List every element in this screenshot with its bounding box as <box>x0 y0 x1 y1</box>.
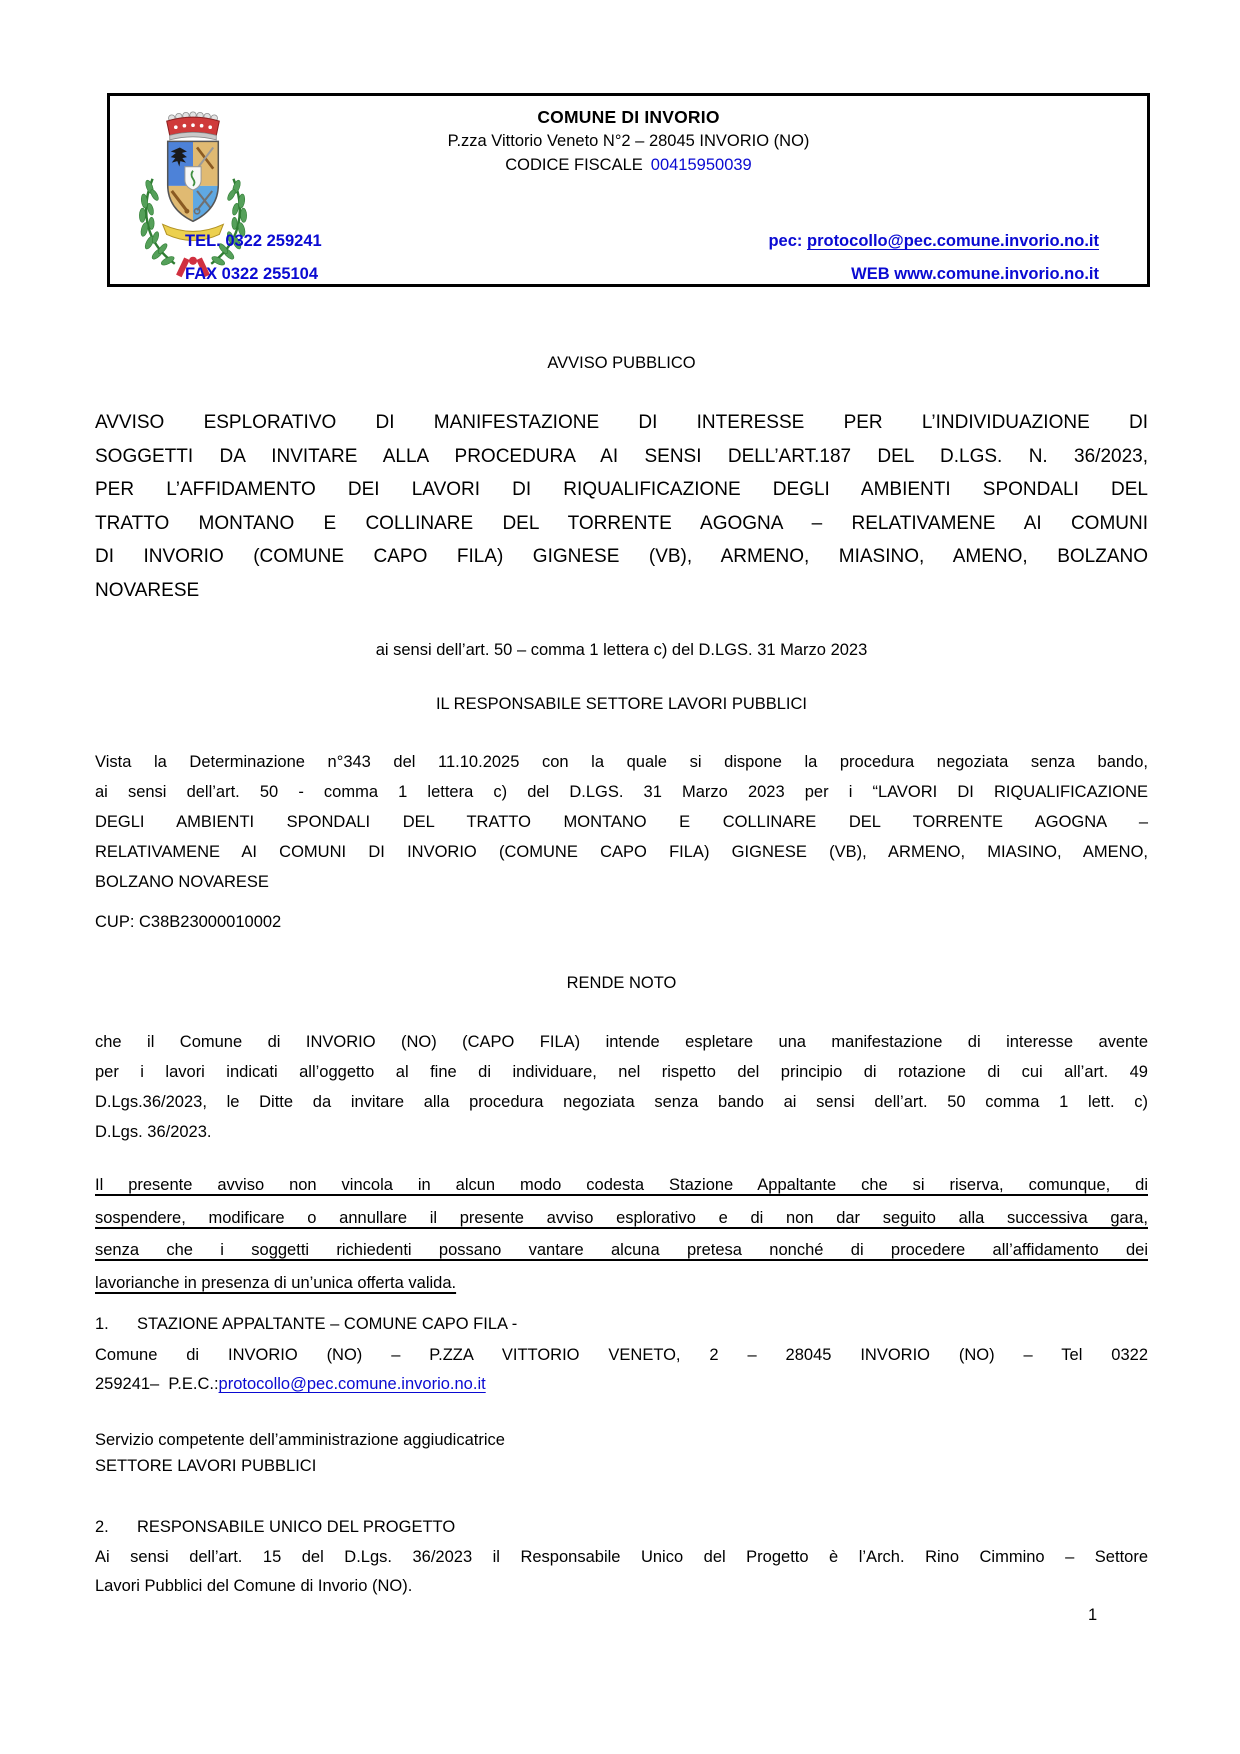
station-pec-prefix: 259241– P.E.C.: <box>95 1375 219 1393</box>
pec-link[interactable]: protocollo@pec.comune.invorio.no.it <box>806 232 1099 250</box>
fiscal-code-line <box>110 153 1147 177</box>
tel-line: TEL. 0322 259241 <box>185 232 322 250</box>
fax-line: FAX 0322 255104 <box>185 265 319 283</box>
section-1-number: 1. <box>95 1315 109 1333</box>
fiscal-code-label: CODICE FISCALE <box>505 156 643 174</box>
web-label: WEB <box>851 265 895 283</box>
web-line <box>851 265 1099 284</box>
disclaimer-paragraph: Il presente avviso non vincola in alcun modo codesta Stazione Appaltante che si riserva, comunque, di sospendere, modificare o annullare il presente avviso esplorativo e di non dar seguito alla successiva gara, senza che i soggetti richiedenti possano vantare alcuna pretesa nonché di procedere all’affidamento dei lavorianche in presenza di un’unica offerta valida. <box>95 1176 1148 1292</box>
notice-paragraph: che il Comune di INVORIO (NO) (CAPO FILA) intende espletare una manifestazione di interesse avente per i lavori indicati all’oggetto al fine di individuare, nel rispetto del principio di rotazione di cui all’art. 49 D.Lgs.36/2023, le Ditte da invitare alla procedura negoziata senza bando ai sensi dell’art. 50 comma 1 lett. c) D.Lgs. 36/2023. <box>95 1033 1148 1141</box>
rup-paragraph: Ai sensi dell’art. 15 del D.Lgs. 36/2023 il Responsabile Unico del Progetto è l’Arch. Rino Cimmino – Settore Lavori Pubblici del Comune di Invorio (NO). <box>95 1548 1148 1595</box>
station-address-line: Comune di INVORIO (NO) – P.ZZA VITTORIO VENETO, 2 – 28045 INVORIO (NO) – Tel 0322 <box>95 1346 1148 1364</box>
pec-line <box>768 232 1099 251</box>
legal-reference-line: ai sensi dell’art. 50 – comma 1 lettera c) del D.LGS. 31 Marzo 2023 <box>375 641 868 659</box>
premise-paragraph: Vista la Determinazione n°343 del 11.10.2025 con la quale si dispone la procedura negoziata senza bando, ai sensi dell’art. 50 - comma 1 lettera c) del D.LGS. 31 Marzo 2023 per i “LAVORI DI RIQUALIFICAZIONE DEGLI AMBIENTI SPONDALI DEL TRATTO MONTANO E COLLINARE DEL TORRENTE AGOGNA – RELATIVAMENE AI COMUNI DI INVORIO (COMUNE CAPO FILA) GIGNESE (VB), ARMENO, MIASINO, AMENO, BOLZANO NOVARESE <box>95 753 1148 891</box>
web-url: www.comune.invorio.no.it <box>894 265 1099 283</box>
section-2-title: RESPONSABILE UNICO DEL PROGETTO <box>137 1518 456 1536</box>
letterhead-center <box>110 105 1147 177</box>
sector-line: SETTORE LAVORI PUBBLICI <box>95 1457 317 1475</box>
cup-code: CUP: C38B23000010002 <box>95 913 282 931</box>
doc-title: AVVISO PUBBLICO <box>547 354 696 372</box>
doc-heading: AVVISO ESPLORATIVO DI MANIFESTAZIONE DI INTERESSE PER L’INDIVIDUAZIONE DI SOGGETTI DA INVITARE ALLA PROCEDURA AI SENSI DELL’ART.187 DEL D.LGS. N. 36/2023, PER L’AFFIDAMENTO DEI LAVORI DI RIQUALIFICAZIONE DEGLI AMBIENTI SPONDALI DEL TRATTO MONTANO E COLLINARE DEL TORRENTE AGOGNA – RELATIVAMENE AI COMUNI DI INVORIO (COMUNE CAPO FILA) GIGNESE (VB), ARMENO, MIASINO, AMENO, BOLZANO NOVARESE <box>95 412 1148 601</box>
issuer-role-line: IL RESPONSABILE SETTORE LAVORI PUBBLICI <box>435 695 808 713</box>
org-name: COMUNE DI INVORIO <box>537 107 720 127</box>
letterhead-box <box>107 93 1150 287</box>
section-1-title: STAZIONE APPALTANTE – COMUNE CAPO FILA - <box>137 1315 518 1333</box>
section-1-heading <box>95 1310 1148 1339</box>
station-pec-link[interactable]: protocollo@pec.comune.invorio.no.it <box>218 1375 486 1393</box>
pec-label: pec: <box>768 232 807 250</box>
fiscal-code-value: 00415950039 <box>650 156 752 174</box>
section-2-heading <box>95 1513 1148 1542</box>
org-address: P.zza Vittorio Veneto N°2 – 28045 INVORIO (NO) <box>447 132 810 150</box>
section-2-number: 2. <box>95 1518 109 1536</box>
announcement-heading: RENDE NOTO <box>566 974 677 992</box>
page-number: 1 <box>1088 1606 1098 1624</box>
station-pec-line <box>95 1370 1148 1399</box>
service-line: Servizio competente dell’amministrazione aggiudicatrice <box>95 1431 505 1449</box>
